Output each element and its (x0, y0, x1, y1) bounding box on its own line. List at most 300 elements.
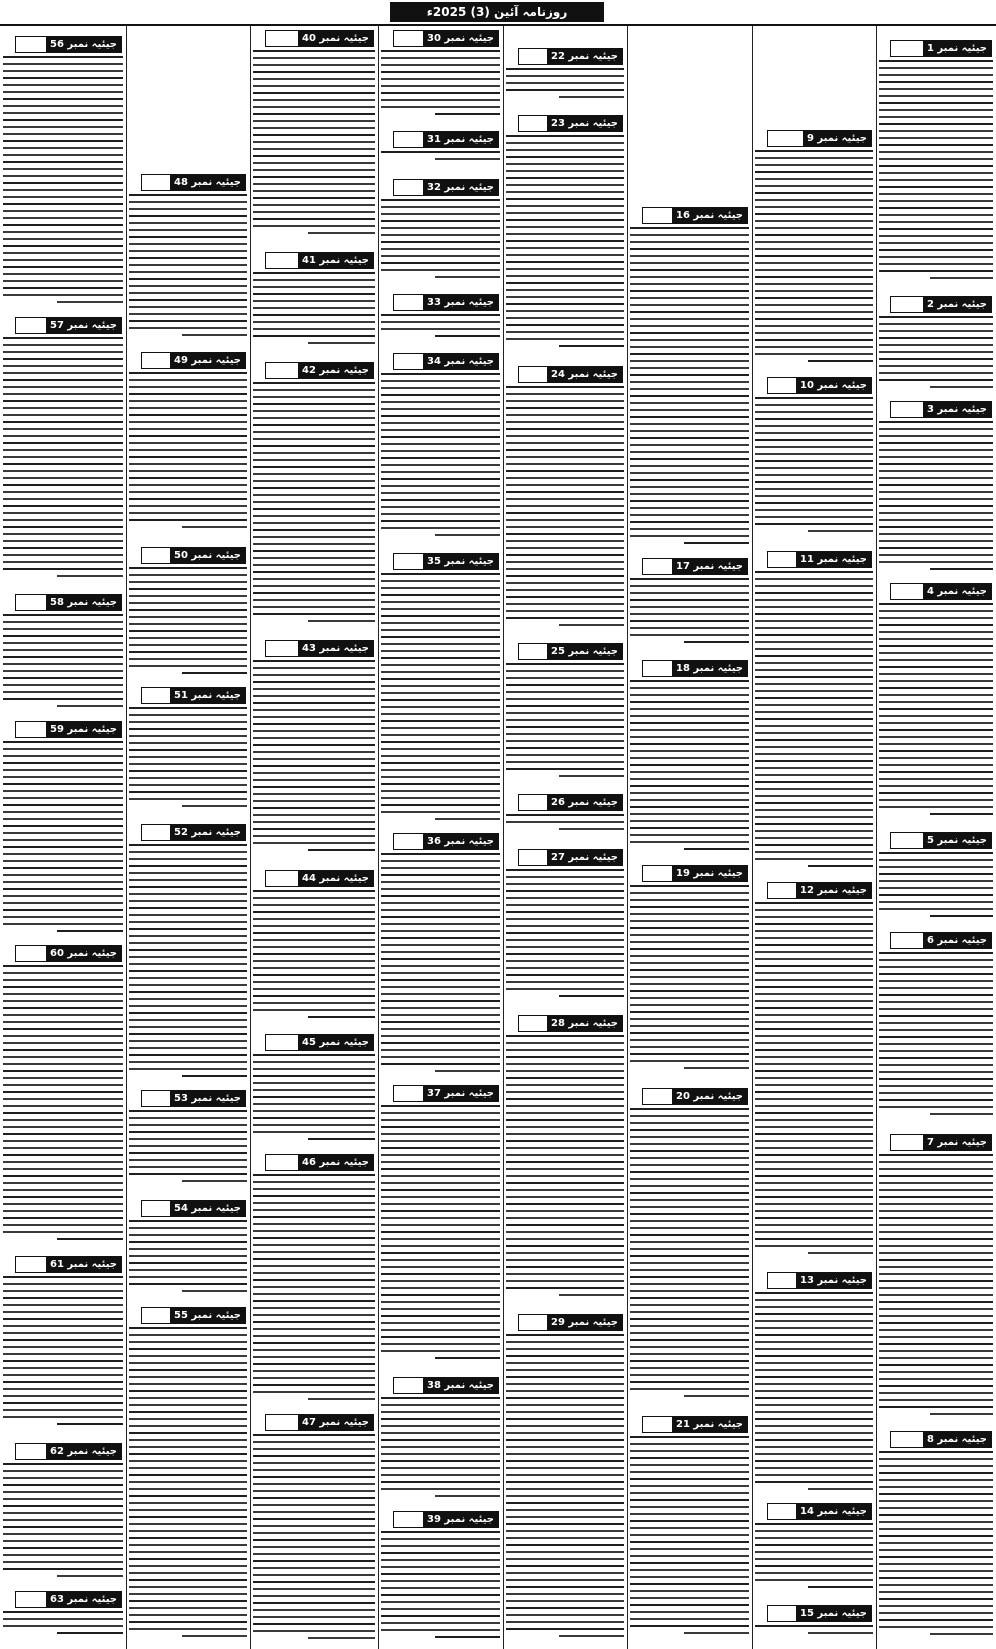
text-line (630, 234, 749, 236)
text-line (253, 716, 375, 718)
item-body-text (3, 1276, 123, 1435)
text-line (879, 631, 993, 633)
item-heading (393, 131, 499, 148)
item-number-label: جیئیہ نمبر 36 (423, 834, 498, 849)
text-line (381, 1168, 500, 1170)
text-line (506, 177, 624, 179)
item-body-text (506, 869, 624, 1007)
text-line (3, 1084, 123, 1086)
text-line (506, 1439, 624, 1441)
text-line (381, 401, 500, 403)
text-line (879, 1343, 993, 1345)
text-line (506, 1119, 624, 1121)
text-line (879, 270, 993, 272)
text-line (3, 568, 123, 570)
text-line (630, 262, 749, 264)
text-line (506, 967, 624, 969)
text-line (506, 547, 624, 549)
item-number-label: جیئیہ نمبر 33 (423, 295, 498, 310)
text-line (381, 601, 500, 603)
text-line (129, 707, 247, 709)
text-line (506, 1460, 624, 1462)
text-line (3, 698, 123, 700)
text-line (3, 449, 123, 451)
item-heading (767, 377, 872, 394)
text-line (506, 1189, 624, 1191)
text-line (253, 1286, 375, 1288)
text-line (381, 255, 500, 257)
text-line (755, 592, 873, 594)
text-line (3, 1276, 123, 1278)
text-line (506, 1383, 624, 1385)
text-line (129, 1026, 247, 1028)
text-line (381, 492, 500, 494)
item-heading (15, 36, 122, 53)
text-line (381, 450, 500, 452)
text-line (755, 655, 873, 657)
text-line (308, 232, 375, 234)
text-line (755, 972, 873, 974)
text-line (630, 1213, 749, 1215)
text-line (129, 456, 247, 458)
text-line (381, 636, 500, 638)
text-line (129, 421, 247, 423)
text-line (253, 793, 375, 795)
text-line (879, 1399, 993, 1401)
item-heading (642, 660, 748, 677)
text-line (630, 451, 749, 453)
item-number-label: جیئیہ نمبر 34 (423, 354, 498, 369)
text-line (630, 1241, 749, 1243)
text-line (506, 897, 624, 899)
text-line (506, 1404, 624, 1406)
text-line (3, 105, 123, 107)
text-line (253, 529, 375, 531)
text-line (3, 1098, 123, 1100)
text-line (381, 909, 500, 911)
text-line (506, 1042, 624, 1044)
text-line (381, 1021, 500, 1023)
text-line (630, 701, 749, 703)
item-number-label: جیئیہ نمبر 35 (423, 554, 498, 569)
text-line (930, 1633, 993, 1635)
text-line (506, 1397, 624, 1399)
text-line (879, 88, 993, 90)
text-line (129, 763, 247, 765)
text-line (3, 1056, 123, 1058)
item-number-label: جیئیہ نمبر 12 (796, 883, 871, 898)
text-line (381, 1460, 500, 1462)
text-line (630, 885, 749, 887)
item-body-text (879, 952, 993, 1126)
text-line (253, 272, 375, 274)
text-line (381, 1301, 500, 1303)
item-number-label: جیئیہ نمبر 38 (423, 1378, 498, 1393)
text-line (253, 1525, 375, 1527)
item-heading (518, 1015, 623, 1032)
text-line (630, 913, 749, 915)
text-line (630, 899, 749, 901)
text-line (57, 1632, 123, 1634)
text-line (755, 1105, 873, 1107)
text-line (253, 988, 375, 990)
text-line (381, 1210, 500, 1212)
text-line (506, 296, 624, 298)
text-line (630, 269, 749, 271)
text-line (755, 339, 873, 341)
text-line (630, 620, 749, 622)
column-divider (752, 26, 753, 1649)
text-line (3, 1091, 123, 1093)
text-line (308, 1398, 375, 1400)
text-line (755, 297, 873, 299)
text-line (755, 1119, 873, 1121)
text-line (3, 442, 123, 444)
text-line (506, 1203, 624, 1205)
text-line (129, 1019, 247, 1021)
text-line (381, 328, 500, 330)
text-line (129, 665, 247, 667)
text-line (879, 1465, 993, 1467)
text-line (308, 1637, 375, 1639)
text-line (684, 641, 749, 643)
text-line (879, 1542, 993, 1544)
text-line (129, 1509, 247, 1511)
text-line (506, 1418, 624, 1420)
text-line (630, 592, 749, 594)
text-line (3, 196, 123, 198)
text-line (182, 1290, 247, 1292)
text-line (879, 337, 993, 339)
item-number-label: جیئیہ نمبر 16 (672, 208, 747, 223)
text-line (3, 825, 123, 827)
text-line (3, 1409, 123, 1411)
text-line (630, 1597, 749, 1599)
text-line (755, 837, 873, 839)
text-line (381, 1112, 500, 1114)
text-line (3, 1007, 123, 1009)
text-line (253, 169, 375, 171)
text-line (879, 1364, 993, 1366)
text-line (630, 514, 749, 516)
text-line (755, 662, 873, 664)
text-line (506, 712, 624, 714)
text-line (879, 1308, 993, 1310)
text-line (253, 765, 375, 767)
text-line (755, 325, 873, 327)
text-line (129, 1516, 247, 1518)
text-line (879, 1036, 993, 1038)
text-line (630, 906, 749, 908)
text-line (506, 1035, 624, 1037)
text-line (381, 1105, 500, 1107)
text-line (3, 1505, 123, 1507)
text-line (879, 1451, 993, 1453)
text-line (755, 606, 873, 608)
text-line (129, 512, 247, 514)
text-line (3, 1325, 123, 1327)
text-line (755, 669, 873, 671)
text-line (559, 345, 624, 347)
text-line (381, 874, 500, 876)
text-line (879, 959, 993, 961)
item-body-text (381, 50, 500, 123)
text-line (630, 948, 749, 950)
text-line (253, 974, 375, 976)
text-line (630, 785, 749, 787)
text-line (253, 1174, 375, 1176)
text-line (3, 533, 123, 535)
news-columns (0, 26, 996, 1649)
text-line (506, 533, 624, 535)
text-line (129, 449, 247, 451)
text-line (506, 740, 624, 742)
item-body-text (3, 1463, 123, 1583)
text-line (879, 1329, 993, 1331)
text-line (308, 1016, 375, 1018)
text-line (253, 1434, 375, 1436)
text-line (129, 414, 247, 416)
text-line (755, 788, 873, 790)
text-line (381, 699, 500, 701)
text-line (435, 276, 500, 278)
item-body-text (630, 578, 749, 652)
text-line (755, 993, 873, 995)
text-line (3, 1119, 123, 1121)
text-line (381, 1266, 500, 1268)
item-heading (642, 558, 748, 575)
text-line (879, 1535, 993, 1537)
text-line (506, 484, 624, 486)
text-line (381, 71, 500, 73)
text-line (253, 1237, 375, 1239)
item-number-label: جیئیہ نمبر 42 (298, 363, 373, 378)
item-body-text (253, 1054, 375, 1146)
text-line (684, 1395, 749, 1397)
item-heading (518, 849, 623, 866)
item-heading (890, 401, 992, 418)
text-line (435, 158, 500, 160)
text-line (506, 1341, 624, 1343)
text-line (129, 1033, 247, 1035)
text-line (381, 234, 500, 236)
text-line (381, 741, 500, 743)
text-line (381, 622, 500, 624)
text-line (253, 335, 375, 337)
item-heading (518, 115, 623, 132)
text-line (879, 526, 993, 528)
text-line (381, 573, 500, 575)
text-line (253, 389, 375, 391)
text-line (3, 119, 123, 121)
text-line (381, 380, 500, 382)
text-line (129, 292, 247, 294)
text-line (3, 133, 123, 135)
text-line (506, 1147, 624, 1149)
text-line (3, 1210, 123, 1212)
text-line (253, 835, 375, 837)
text-line (253, 779, 375, 781)
text-line (755, 311, 873, 313)
text-line (630, 1199, 749, 1201)
text-line (506, 324, 624, 326)
text-line (755, 474, 873, 476)
text-line (755, 467, 873, 469)
text-line (879, 1577, 993, 1579)
text-line (630, 1150, 749, 1152)
text-line (253, 279, 375, 281)
text-line (559, 775, 624, 777)
text-line (129, 928, 247, 930)
text-line (129, 865, 247, 867)
text-line (3, 168, 123, 170)
text-line (253, 307, 375, 309)
text-line (182, 1180, 247, 1182)
text-line (506, 747, 624, 749)
text-line (506, 1565, 624, 1567)
text-line (129, 1495, 247, 1497)
text-line (879, 540, 993, 542)
text-line (506, 1334, 624, 1336)
text-line (3, 519, 123, 521)
text-line (253, 1002, 375, 1004)
text-line (506, 1432, 624, 1434)
text-line (559, 828, 624, 830)
text-line (630, 715, 749, 717)
text-line (755, 411, 873, 413)
text-line (879, 1161, 993, 1163)
text-line (506, 876, 624, 878)
text-line (630, 927, 749, 929)
item-number-label: جیئیہ نمبر 52 (170, 825, 245, 840)
text-line (630, 634, 749, 636)
text-line (630, 1290, 749, 1292)
text-line (755, 979, 873, 981)
text-line (381, 727, 500, 729)
text-line (755, 304, 873, 306)
text-line (755, 1231, 873, 1233)
text-line (129, 1565, 247, 1567)
text-line (879, 1266, 993, 1268)
text-line (253, 176, 375, 178)
text-line (630, 1360, 749, 1362)
text-line (630, 976, 749, 978)
text-line (253, 321, 375, 323)
text-line (253, 71, 375, 73)
text-line (879, 1203, 993, 1205)
text-line (879, 442, 993, 444)
text-line (253, 960, 375, 962)
text-line (755, 255, 873, 257)
text-line (129, 1068, 247, 1070)
text-line (755, 150, 873, 152)
text-line (879, 533, 993, 535)
text-line (879, 1015, 993, 1017)
text-line (506, 317, 624, 319)
item-heading (890, 1431, 992, 1448)
item-heading (265, 362, 374, 379)
text-line (3, 1224, 123, 1226)
text-line (506, 1112, 624, 1114)
text-line (755, 1238, 873, 1240)
item-body-text (253, 50, 375, 244)
text-line (129, 407, 247, 409)
text-line (506, 1572, 624, 1574)
text-line (381, 769, 500, 771)
text-line (381, 92, 500, 94)
text-line (253, 1567, 375, 1569)
text-line (129, 998, 247, 1000)
text-line (129, 1362, 247, 1364)
text-line (879, 344, 993, 346)
text-line (506, 960, 624, 962)
text-line (253, 925, 375, 927)
text-line (755, 353, 873, 355)
text-line (506, 184, 624, 186)
text-line (381, 1280, 500, 1282)
text-line (755, 816, 873, 818)
text-line (755, 1217, 873, 1219)
text-line (755, 1299, 873, 1301)
text-line (506, 1502, 624, 1504)
text-line (129, 484, 247, 486)
text-line (879, 743, 993, 745)
text-line (879, 880, 993, 882)
text-line (381, 1287, 500, 1289)
text-line (253, 1490, 375, 1492)
text-line (253, 1307, 375, 1309)
text-line (506, 814, 624, 816)
text-line (129, 1600, 247, 1602)
text-line (129, 1474, 247, 1476)
text-line (630, 332, 749, 334)
text-line (755, 1098, 873, 1100)
text-line (630, 1136, 749, 1138)
text-line (630, 1346, 749, 1348)
text-line (630, 339, 749, 341)
text-line (879, 852, 993, 854)
text-line (506, 1063, 624, 1065)
text-line (755, 1572, 873, 1574)
column-divider (378, 26, 379, 1649)
item-body-text (506, 135, 624, 358)
text-line (506, 198, 624, 200)
text-line (630, 1129, 749, 1131)
text-line (253, 1300, 375, 1302)
text-line (435, 1070, 500, 1072)
text-line (630, 1269, 749, 1271)
text-line (381, 520, 500, 522)
text-line (506, 1126, 624, 1128)
text-line (3, 1304, 123, 1306)
item-number-label: جیئیہ نمبر 10 (796, 378, 871, 393)
text-line (129, 609, 247, 611)
text-line (879, 1392, 993, 1394)
text-line (506, 75, 624, 77)
text-line (3, 414, 123, 416)
text-line (253, 1441, 375, 1443)
text-line (3, 1416, 123, 1418)
text-line (3, 846, 123, 848)
text-line (3, 1140, 123, 1142)
text-line (506, 393, 624, 395)
text-line (129, 1173, 247, 1175)
text-line (755, 481, 873, 483)
text-line (253, 599, 375, 601)
text-line (253, 828, 375, 830)
text-line (755, 1362, 873, 1364)
item-number-label: جیئیہ نمبر 3 (923, 402, 991, 417)
